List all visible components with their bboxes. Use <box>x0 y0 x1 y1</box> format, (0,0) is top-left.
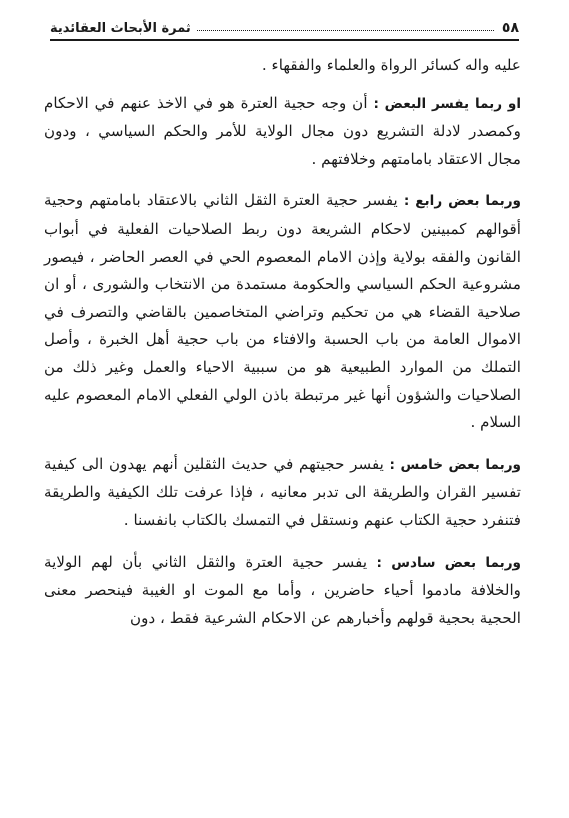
paragraph-4-text: يفسر حجيتهم في حديث الثقلين أنهم يهدون الى كيفية تفسير القران والطريقة الى تدبر معانيه ، فإذا عرفت تلك الكيفية والطريقة فتنفرد حجية الكتاب عنهم ونستقل في التمسك بالكتاب بانفسنا . <box>44 454 521 529</box>
paragraph-5-text: يفسر حجية العترة والثقل الثاني بأن لهم الولاية والخلافة مادموا أحياء حاضرين ، وأما مع الموت او الغيبة فينحصر معنى الحجية بحجية قولهم وأخبارهم عن الاحكام الشرعية فقط ، دون <box>44 552 521 627</box>
paragraph-4 <box>44 451 521 535</box>
page-header <box>50 8 519 41</box>
header-dotted-leader <box>197 30 494 31</box>
paragraph-4-lead: وربما بعض خامس : <box>389 456 521 473</box>
paragraph-1 <box>44 52 521 80</box>
page-body <box>44 52 521 646</box>
paragraph-2 <box>44 90 521 174</box>
paragraph-2-text: أن وجه حجية العترة هو في الاخذ عنهم في الاحكام وكمصدر لادلة التشريع دون مجال الولاية للأمر والحكم السياسي ، ودون مجال الاعتقاد بامامتهم وخلافتهم . <box>44 93 521 168</box>
paragraph-1-text: عليه واله كسائر الرواة والعلماء والفقهاء . <box>261 56 521 74</box>
running-title: ثمرة الأبحاث العقائدية <box>50 21 191 36</box>
paragraph-3-text: يفسر حجية العترة الثقل الثاني بالاعتقاد بامامتهم وحجية أقوالهم كمبينين لاحكام الشريعة دون ربط الصلاحيات الفعلية في أبواب القانون والفقه بولاية وإذن الامام المعصوم الحي في العصر الحاضر ، فيصور مشروعية الحكم السياسي والحكومة مستمدة من الانتخاب والشورى ، أو ان صلاحية القضاء هي من تحكيم وتراضي المتخاصمين بالقاضي والتصرف في الاموال العامة من باب الحسبة والافتاء من باب حجية أهل الخبرة ، وأصل التملك من الموارد الطبيعية هو من سببية الاحياء والعمل وغير ذلك من الصلاحيات والشؤون أنها غير مرتبطة باذن الولي الفعلي الامام المعصوم عليه السلام . <box>44 191 521 432</box>
paragraph-5 <box>44 549 521 633</box>
paragraph-3 <box>44 187 521 436</box>
paragraph-5-lead: وربما بعض سادس : <box>376 554 521 571</box>
page-number: ٥٨ <box>501 20 519 36</box>
paragraph-3-lead: وربما بعض رابع : <box>403 193 521 210</box>
paragraph-2-lead: او ربما يفسر البعض : <box>373 95 521 112</box>
